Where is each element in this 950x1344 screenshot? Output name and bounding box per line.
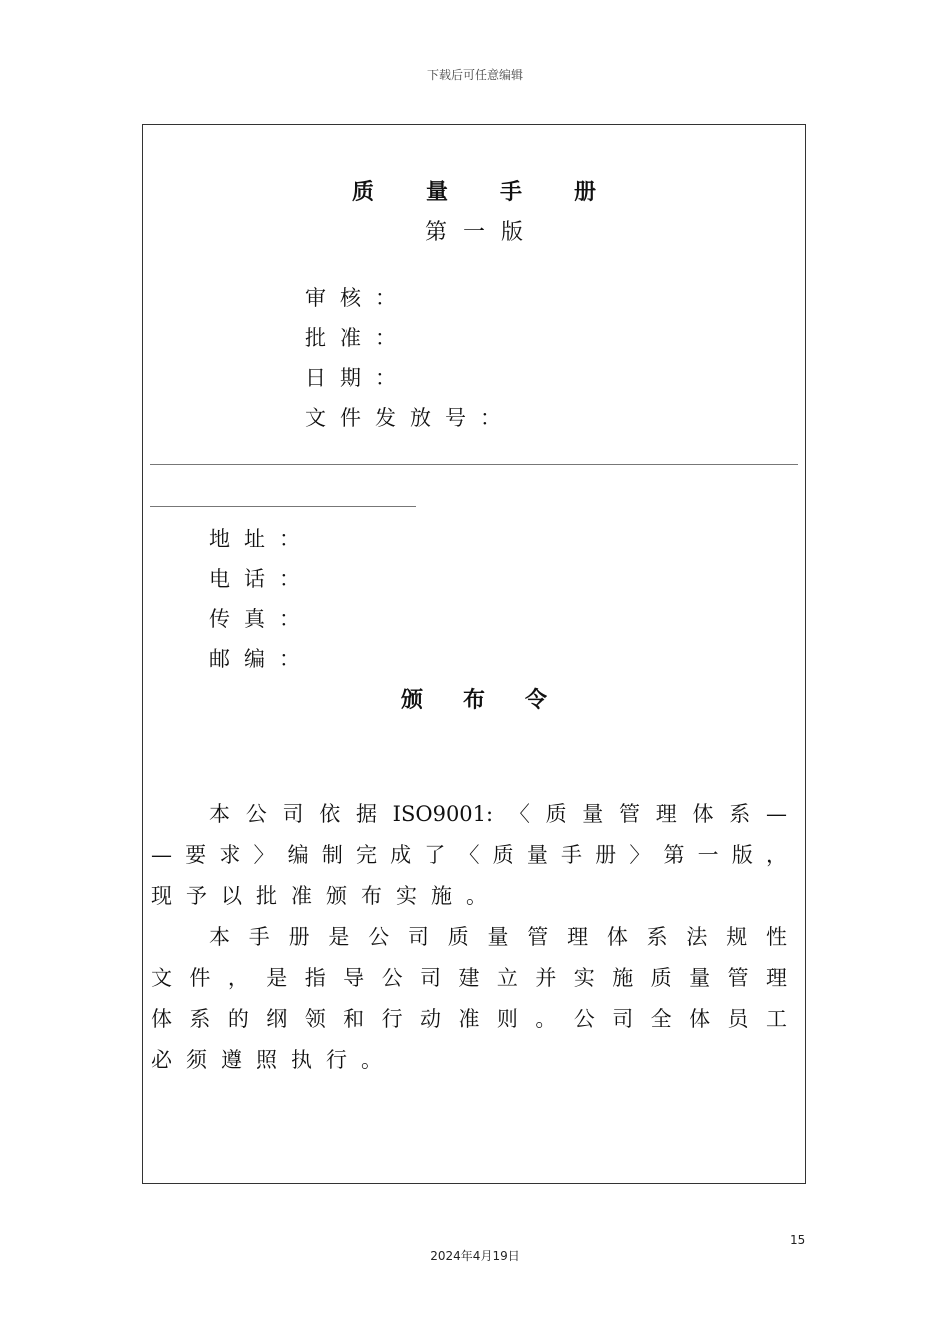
paragraph-line: —要求〉编制完成了〈质量手册〉第一版， <box>151 843 787 867</box>
paragraph-line: 文件，是指导公司建立并实施质量管理 <box>151 966 787 990</box>
document-title: 质量手册 <box>351 179 648 205</box>
page-number: 15 <box>790 1233 806 1247</box>
cover-frame <box>142 124 806 1184</box>
distribution-number-field: 文件发放号： <box>305 406 515 430</box>
postcode-field: 邮编： <box>209 647 314 671</box>
paragraph-line: 现予以批准颁布实施。 <box>151 884 501 908</box>
paragraph-line: 必须遵照执行。 <box>151 1048 396 1072</box>
paragraph-line: 本公司依据ISO9001:〈质量管理体系— <box>209 802 787 826</box>
paragraph-line: 本手册是公司质量管理体系法规性 <box>209 925 787 949</box>
review-field: 审核： <box>305 286 410 310</box>
date-field: 日期： <box>305 366 410 390</box>
edition-label: 第一版 <box>424 220 539 245</box>
approve-field: 批准： <box>305 326 410 350</box>
address-field: 地址： <box>209 527 314 551</box>
paragraph-line: 体系的纲领和行动准则。公司全体员工 <box>151 1007 787 1031</box>
footer-date: 2024年4月19日 <box>430 1249 520 1263</box>
fill-line-long <box>150 464 798 465</box>
fax-field: 传真： <box>209 607 314 631</box>
phone-field: 电话： <box>209 567 314 591</box>
decree-title: 颁布令 <box>400 687 587 713</box>
page-header-note: 下载后可任意编辑 <box>426 68 523 82</box>
fill-line-short <box>150 506 416 507</box>
